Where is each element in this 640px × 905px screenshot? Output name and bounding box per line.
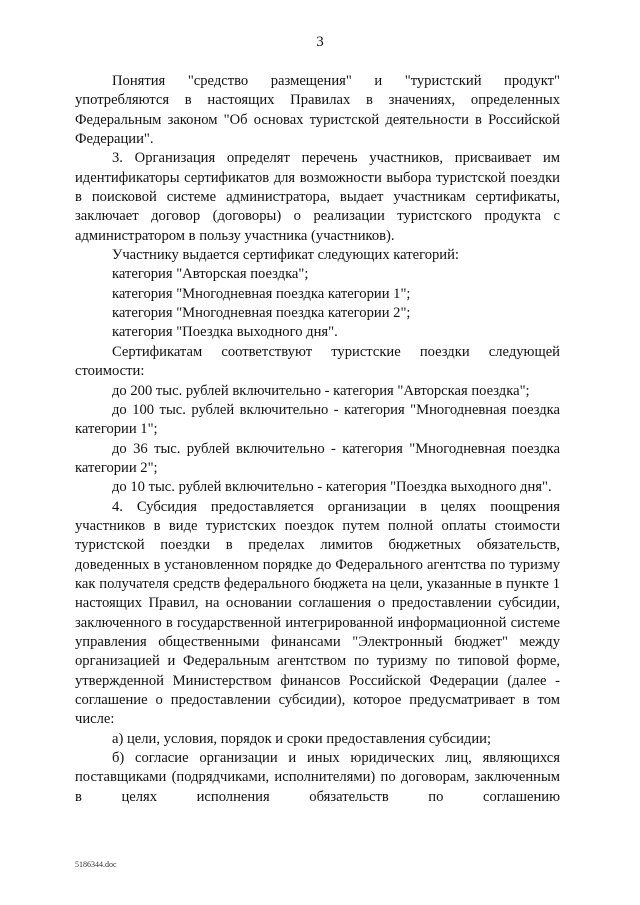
- page-number: 3: [316, 34, 324, 50]
- paragraph-item-3: 3. Организация определят перечень участников, присваивает им идентификаторы сертификатов для возможности выбора туристской поездки в поисковой системе администратора, выдает участникам сертификаты, заключает договор (договоры) о реализации туристского продукта с администратором в пользу участника (участников).: [75, 150, 560, 244]
- paragraph-category-author: категория "Авторская поездка";: [112, 266, 309, 283]
- paragraph-terms: Понятия "средство размещения" и "туристский продукт" употребляются в настоящих Правилах в значениях, определенных Федеральным законом "Об основах туристской деятельности в Российской Федерации".: [75, 73, 560, 148]
- paragraph-cost-multiday-2: до 36 тыс. рублей включительно - категория "Многодневная поездка категории 2";: [75, 440, 560, 476]
- paragraph-subitem-b: б) согласие организации и иных юридических лиц, являющихся поставщиками (подрядчиками, исполнителями) по договорам, заключенным в целях исполнения обязательств по соглашению: [75, 750, 560, 805]
- paragraph-cost-multiday-1: до 100 тыс. рублей включительно - категория "Многодневная поездка категории 1";: [75, 401, 560, 438]
- paragraph-categories-intro: Участнику выдается сертификат следующих категорий:: [112, 247, 459, 264]
- paragraph-category-weekend: категория "Поездка выходного дня".: [112, 324, 338, 341]
- paragraph-cost-author: до 200 тыс. рублей включительно - категория "Авторская поездка";: [112, 382, 530, 399]
- paragraph-item-4: 4. Субсидия предоставляется организации в целях поощрения участников в виде туристских поездок путем полной оплаты стоимости туристской поездки в пределах лимитов бюджетных обязательств, доведенных в установленном порядке до Федерального агентства по туризму как получателя средств федерального бюджета на цели, указанные в пункте 1 настоящих Правил, на основании соглашения о предоставлении субсидии, заключенного в государственной интегрированной информационной системе управления общественными финансами "Электронный бюджет" между организацией и Федеральным агентством по туризму по типовой форме, утвержденной Министерством финансов Российской Федерации (далее - соглашение о предоставлении субсидии), которое предусматривает в том числе:: [75, 498, 560, 728]
- footer-doc-code: 5186344.doc: [75, 860, 117, 869]
- paragraph-category-multiday-1: категория "Многодневная поездка категории 1";: [112, 285, 411, 302]
- paragraph-category-multiday-2: категория "Многодневная поездка категории 2";: [112, 305, 411, 322]
- paragraph-cost-weekend: до 10 тыс. рублей включительно - категория "Поездка выходного дня".: [112, 479, 552, 496]
- document-body: [75, 72, 560, 807]
- paragraph-cost-intro: Сертификатам соответствуют туристские поездки следующей стоимости:: [75, 343, 560, 380]
- paragraph-subitem-a: а) цели, условия, порядок и сроки предоставления субсидии;: [112, 730, 492, 747]
